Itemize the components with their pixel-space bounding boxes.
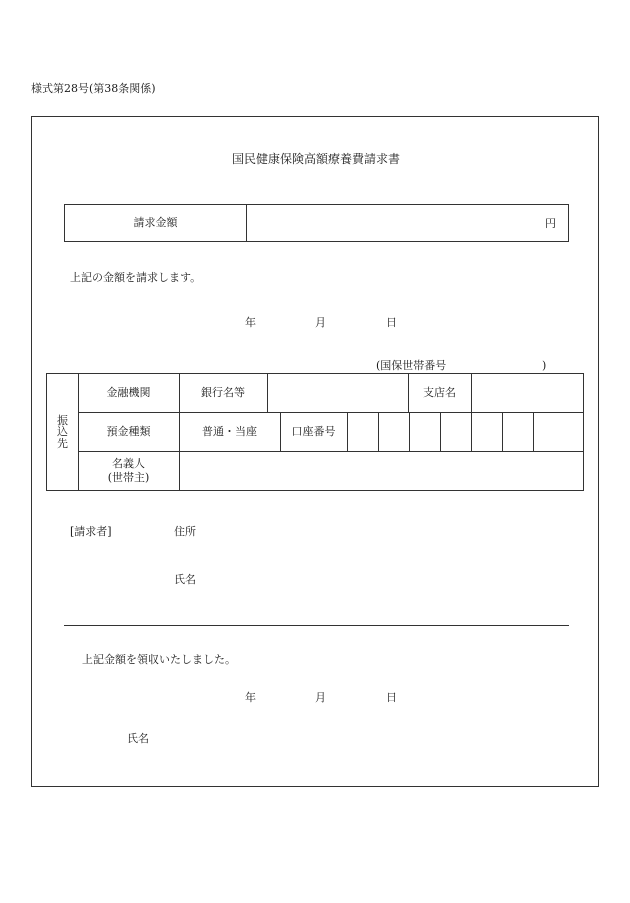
account-digit-box[interactable] [347, 413, 378, 451]
account-digit-box[interactable] [409, 413, 440, 451]
claim-amount-divider [246, 205, 247, 241]
transfer-destination-label [47, 374, 78, 490]
branch-field[interactable] [471, 374, 583, 412]
branch-label: 支店名 [423, 386, 456, 400]
receipt-date-day[interactable]: 日 [386, 691, 397, 704]
account-number-label: 口座番号 [291, 425, 336, 439]
household-number-close: ) [542, 359, 547, 372]
receipt-date-year[interactable]: 年 [245, 691, 256, 704]
claimant-label: [請求者] [70, 525, 112, 538]
form-number: 様式第28号(第38条関係) [31, 82, 156, 95]
account-type-options[interactable]: 普通・当座 [202, 425, 257, 439]
bank-name-field[interactable] [267, 374, 408, 412]
institution-label: 金融機関 [106, 386, 151, 400]
claim-amount-label: 請求金額 [133, 216, 178, 230]
claim-statement: 上記の金額を請求します。 [70, 271, 202, 284]
account-type-label: 預金種類 [106, 425, 151, 439]
account-holder-field[interactable] [179, 452, 583, 490]
account-digit-box[interactable] [440, 413, 471, 451]
transfer-destination-char: 先 [57, 436, 68, 450]
account-digit-box[interactable] [471, 413, 502, 451]
account-holder-label-line2: (世帯主) [107, 471, 150, 484]
account-holder-label-line1: 名義人 [112, 457, 145, 471]
account-digit-box[interactable] [533, 413, 583, 451]
account-digit-box[interactable] [502, 413, 533, 451]
claim-amount-box [64, 204, 569, 242]
transfer-destination-char: 込 [57, 425, 68, 439]
receipt-date-month[interactable]: 月 [315, 691, 326, 704]
account-digit-box[interactable] [378, 413, 409, 451]
bank-table [46, 373, 584, 491]
bank-name-label: 銀行名等 [201, 386, 245, 400]
form-title: 国民健康保険高額療養費請求書 [231, 152, 400, 166]
transfer-destination-char: 振 [57, 413, 68, 427]
receipt-statement: 上記金額を領収いたしました。 [82, 653, 236, 666]
date-month[interactable]: 月 [315, 316, 326, 329]
date-day[interactable]: 日 [386, 316, 397, 329]
form-frame [31, 116, 599, 787]
receipt-name-label: 氏名 [127, 732, 149, 745]
claim-amount-unit: 円 [545, 217, 556, 230]
claimant-address-label: 住所 [174, 525, 196, 538]
claimant-name-label: 氏名 [174, 573, 196, 586]
account-holder-label [78, 452, 179, 490]
separator-line [64, 625, 569, 626]
household-number-label: (国保世帯番号 [376, 359, 447, 372]
date-year[interactable]: 年 [245, 316, 256, 329]
